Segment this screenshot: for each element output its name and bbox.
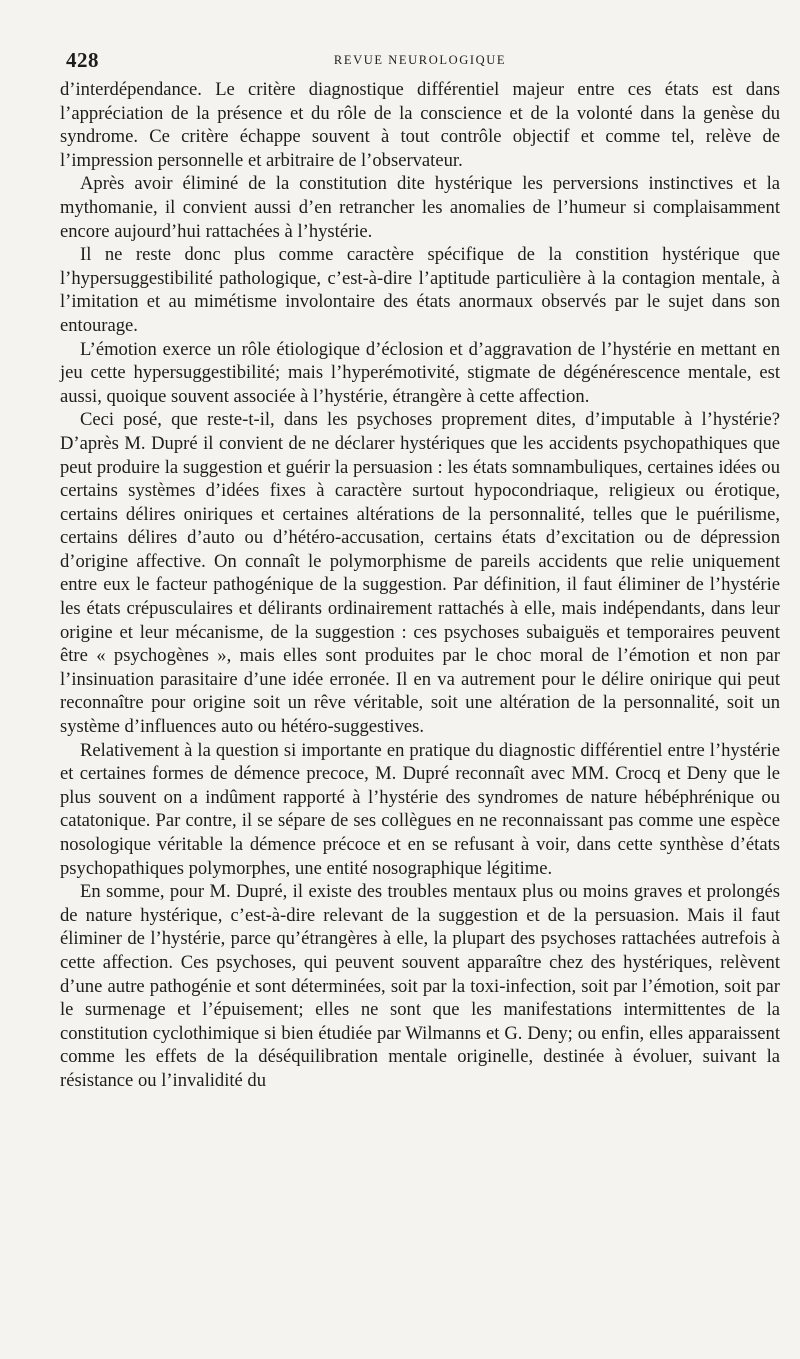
paragraph-dementia-praecox: Relativement à la question si importante en pratique du diagnostic différentiel entre l’hystérie et certaines formes de démence precoce, M. Dupré reconnaît avec MM. Crocq et Deny que le plus souvent on a indûment rapporté à l’hystérie des syndromes de nature hébéphrénique ou catatonique. Par contre, il se sépare de ses collègues en ne reconnaissant pas comme une espèce nosologique véritable la démence précoce et en se refusant à voir, dans cette synthèse d’états psychopathiques polymorphes, une entité nosographique légitime. bbox=[60, 739, 780, 879]
paragraph-conclusion: En somme, pour M. Dupré, il existe des troubles mentaux plus ou moins graves et prolongés de nature hystérique, c’est-à-dire relevant de la suggestion et de la persuasion. Mais il faut éliminer de l’hystérie, parce qu’étrangères à elle, la plupart des psychoses rattachées autrefois à cette affection. Ces psychoses, qui peuvent souvent apparaître chez des hystériques, relèvent d’une autre pathogénie et sont déterminées, soit par la toxi-infection, soit par l’émotion, soit par le surmenage et l’épuisement; elles ne sont que les manifestations intermittentes de la constitution cyclothimique si bien étudiée par Wilmanns et G. Deny; ou enfin, elles apparaissent comme les effets de la déséquilibration mentale originelle, destinée à évoluer, suivant la résistance ou l’invalidité du bbox=[60, 881, 780, 1091]
paragraph-emotion: L’émotion exerce un rôle étiologique d’éclosion et d’aggravation de l’hystérie en mettant en jeu cette hypersuggestibilité; mais l’hyperémotivité, stigmate de dégénérescence mentale, est aussi, quoique souvent associée à l’hystérie, étrangère à cette affection. bbox=[60, 338, 780, 407]
article-body bbox=[60, 78, 780, 1093]
paragraph-hypersuggestibility: Il ne reste donc plus comme caractère spécifique de la constition hystérique que l’hypersuggestibilité pathologique, c’est-à-dire l’aptitude particulière à la contagion mentale, à l’imitation et au mimétisme involontaire des états anormaux observés par le sujet dans son entourage. bbox=[60, 244, 780, 336]
paragraph-exclusions: Après avoir éliminé de la constitution dite hystérique les perversions instinctives et la mythomanie, il convient aussi d’en retrancher les anomalies de l’humeur si complaisamment encore aujourd’hui rattachées à l’hystérie. bbox=[60, 173, 780, 242]
journal-title: REVUE NEUROLOGIQUE bbox=[333, 53, 507, 67]
page-number: 428 bbox=[66, 48, 99, 72]
paragraph-psychoses: Ceci posé, que reste-t-il, dans les psychoses proprement dites, d’imputable à l’hystérie? D’après M. Dupré il convient de ne déclarer hystériques que les accidents psychopathiques que peut produire la suggestion et guérir la persuasion : les états somnambuliques, certaines idées ou certains systèmes d’idées fixes à caractère surtout hypocondriaque, religieux ou érotique, certains délires oniriques et certaines altérations de la personnalité, telles que le puérilisme, certains délires d’auto ou d’hétéro-accusation, certains états d’excitation ou de dépression d’origine affective. On connaît le polymorphisme de pareils accidents que relie uniquement entre eux le facteur pathogénique de la suggestion. Par définition, il faut éliminer de l’hystérie les états crépusculaires et délirants ordinairement rattachés à elle, mais indépendants, dans leur origine et leur mécanisme, de la suggestion : ces psychoses subaiguës et temporaires peuvent être « psychogènes », mais elles sont produites par le choc moral de l’émotion et non par l’insinuation parasitaire d’une idée erronée. Il en va autrement pour le délire onirique qui peut reconnaître pour origine soit un rêve véritable, soit une altération de la personnalité, soit un système d’influences auto ou hétéro-suggestives. bbox=[60, 409, 780, 738]
running-head bbox=[60, 44, 780, 78]
journal-page bbox=[60, 44, 780, 1093]
paragraph-continued: d’interdépendance. Le critère diagnostique différentiel majeur entre ces états est dans l’appréciation de la présence et du rôle de la conscience et de la volonté dans la genèse du syndrome. Ce critère échappe souvent à tout contrôle objectif et comme tel, relève de l’impression personnelle et arbitraire de l’observateur. bbox=[60, 79, 780, 171]
